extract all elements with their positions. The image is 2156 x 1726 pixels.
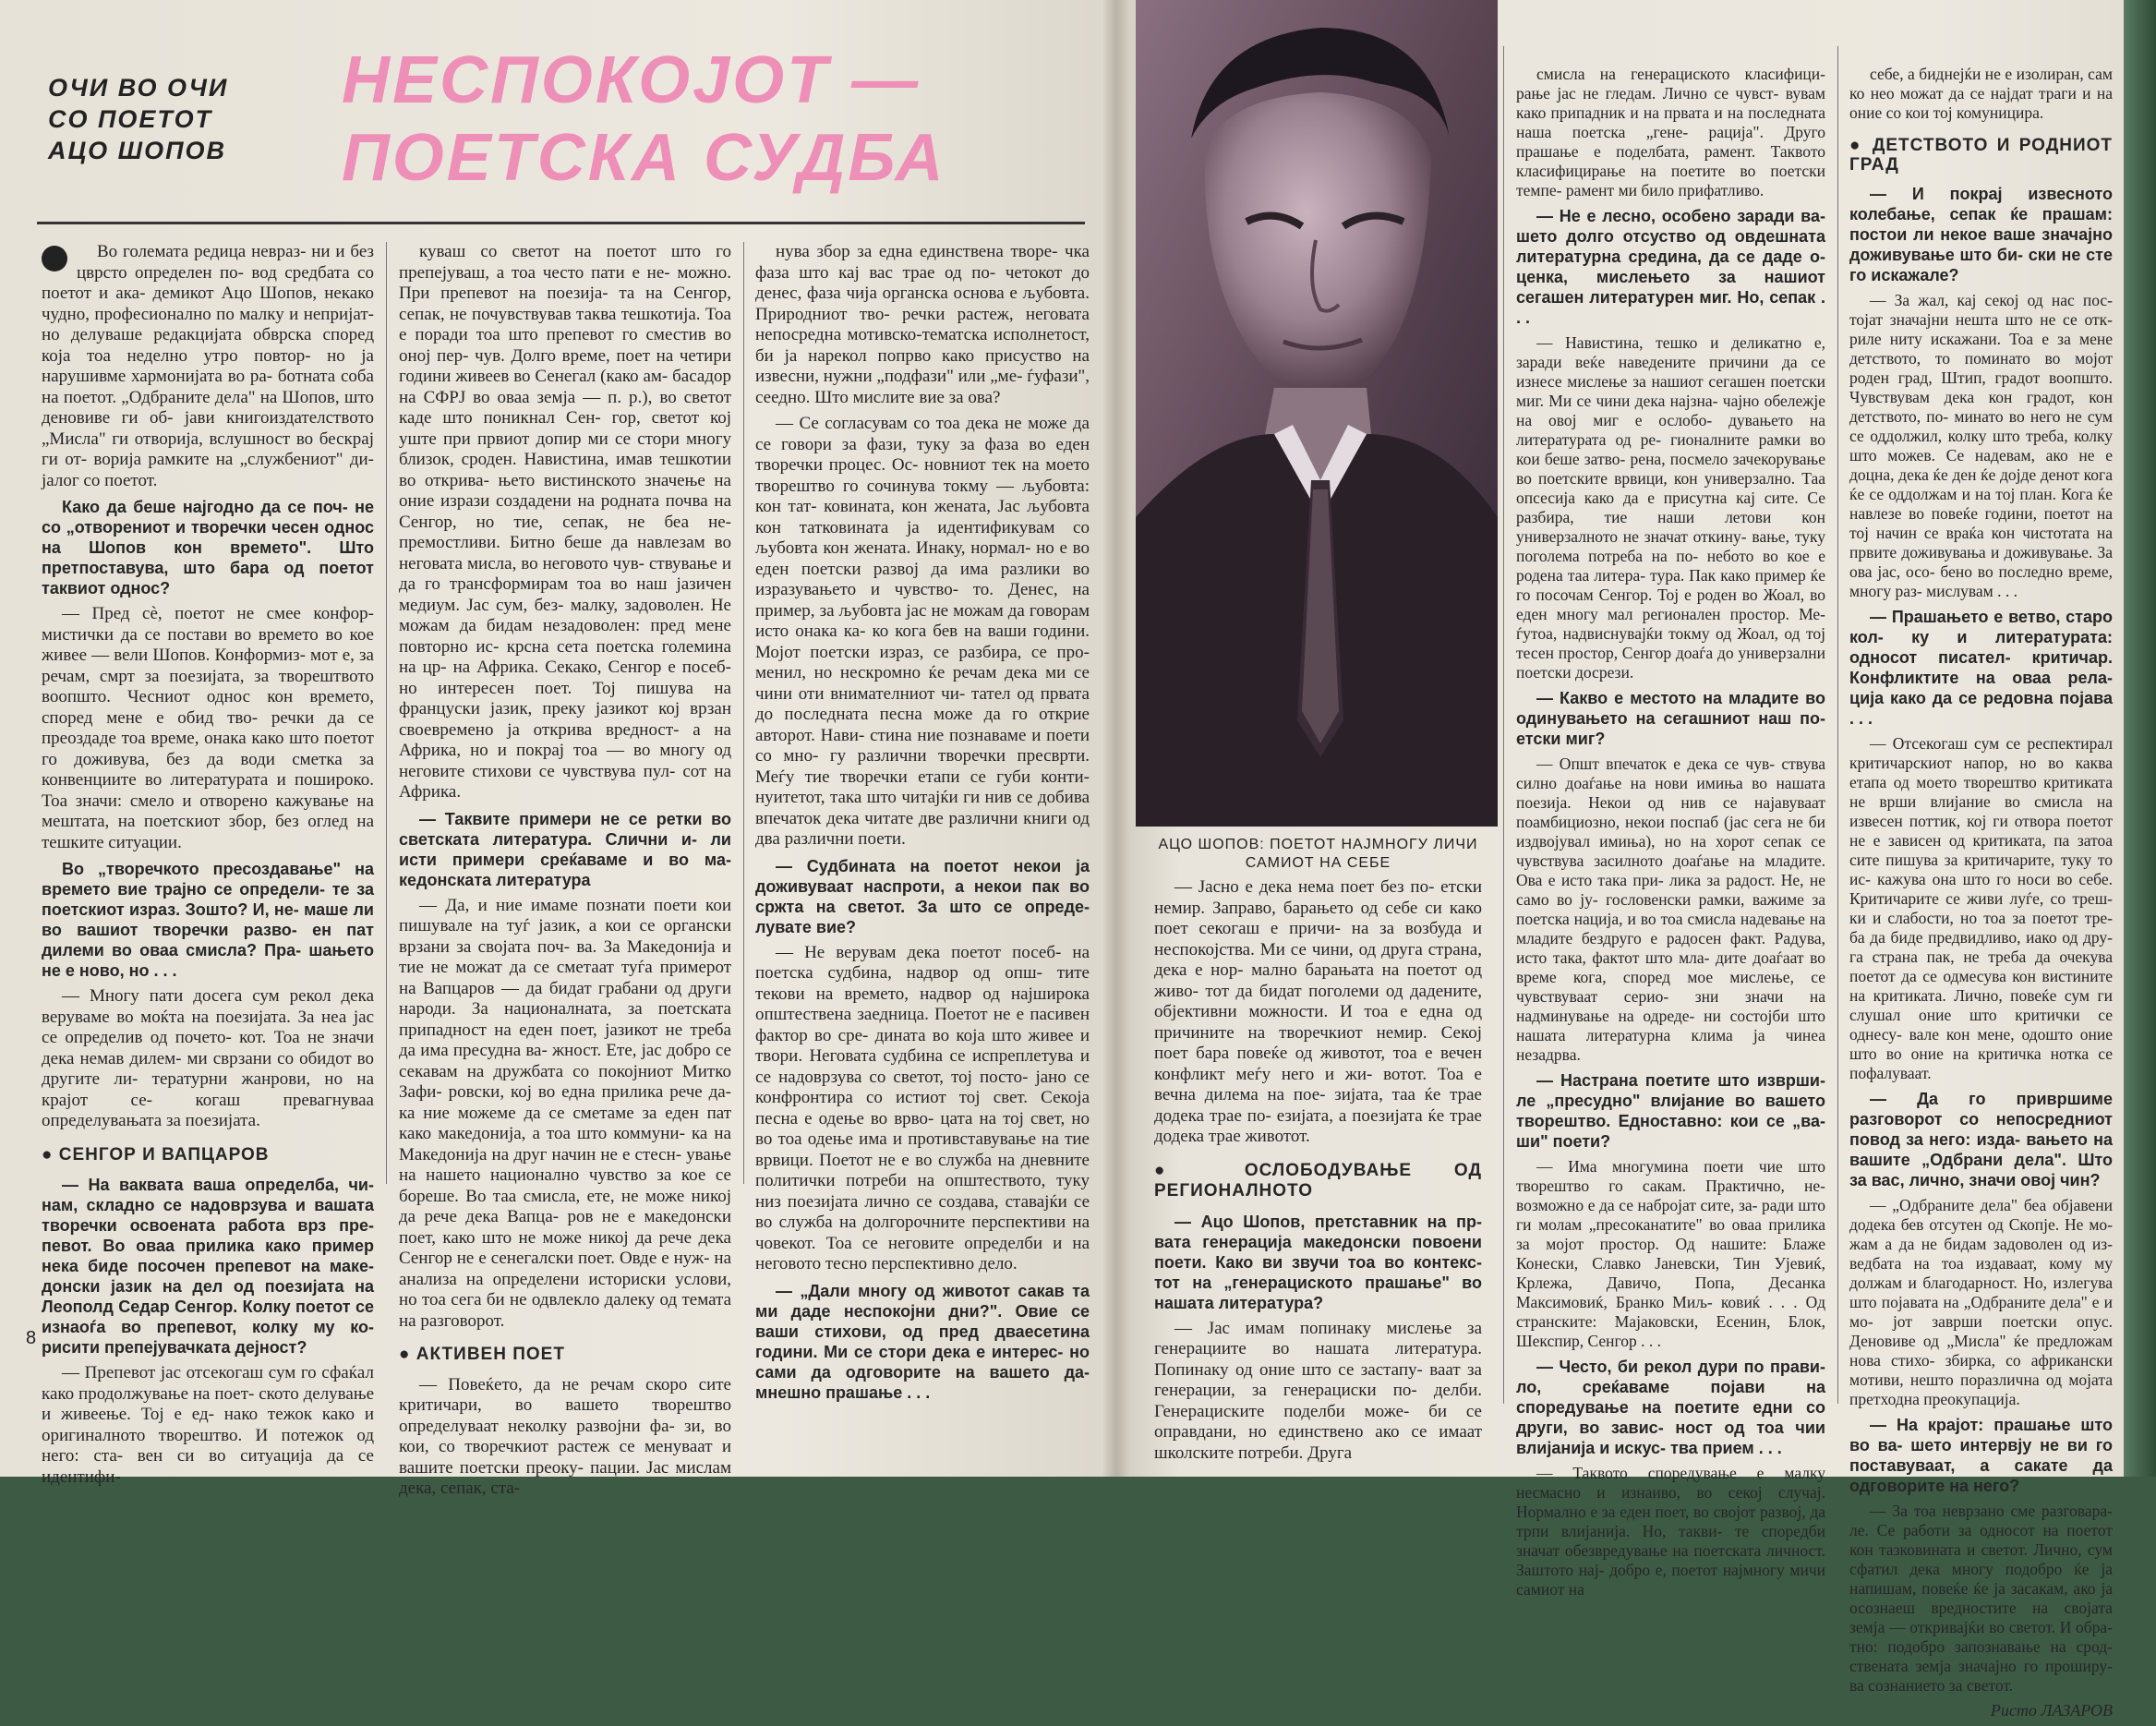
body-paragraph: Во големата редица невраз- ни и без цврсто определен по- вод средбата со поетот и ака- демикот Ацо Шопов, некако чудно, професионално по малку и непријат- но делуваше редакцијата обврска според која тоа неделно утро повтор- но ја нарушивме хармонијата во ра- ботната соба на поетот. „Одбраните дела" на Шопов, што деновиве ги об- јави книгоиздателството „Мисла" ги отворија, вслушност во бескрај ги от- ворија рамките на „службениот" ди- јалог со поетот. — [42, 242, 374, 490]
interview-question: — И покрај извесното колебање, сепак ќе прашам: постои ли некое ваше значајно доживување што би- ски не сте го искажале? — [1849, 185, 2113, 284]
interview-question: Во „творечкото пресоздавање" на времето вие трајно се определи- те за поетскиот израз. Зошто? И, не- маше ли во вашиот творечки разво- ен пат дилеми во оваа смисла? Пра- шањето не е ново, но . . . — [42, 860, 374, 980]
interview-question: — На ваквата ваша определба, чи- нам, складно се надоврзува и вашата творечки освоената работа врз пре- певот. Во оваа прилика како пример нека биде посочен препевот на маке- донски јазик на дел од поезијата на Леополд Седар Сенгор. Колку поетот се изнаоѓа во препевот, колку му ко- рисити препејувачката дејност? — [42, 1176, 374, 1357]
author-signature: Ристо ЛАЗАРОВ — [1990, 1701, 2113, 1720]
interview-question: — „Дали многу од животот сакав та ми даде неспокојни дни?". Овие се ваши стихови, од пред дваесетина години. Ми се стори дека е интерес- но сами да одговорите на вашето да- мнешно прашање . . . — [755, 1281, 1090, 1402]
body-paragraph: — Таквото споредување е малку несмасно и изнаиво, во секој случај. Нормално е за еден поет, во својот развој, да трпи влијанија. Но, такви- те споредби значат обезвредување на поетската личност. Заштото нај- добро е, поетот најмногу мичи самиот на — [1516, 1464, 1825, 1599]
portrait-image — [1136, 0, 1498, 827]
interview-question: — Судбината на поетот некои ја доживуваат наспроти, а некои пак во сржта на светот. За што се опреде- лувате вие? — [755, 856, 1090, 936]
headline-line-2: ПОЕТСКА СУДБА — [342, 121, 946, 195]
body-paragraph: — Навистина, тешко и деликатно е, заради веќе наведените причини да се изнесе мислење за нашиот сегашен поетски миг. Ми се чини дека најзна- чајно обележје на овој миг е ослобо- дувањето на литературата од ре- гионалните рамки во кои беше затво- рена, посмело зачекорување во поетските врвици, кон универзално. Таа опсесија како да е присутна кај сите. Се разбира, тие наши летови кон универзалното не значат откину- вање, туку поголема потреба на по- небото во кое е родена таа литера- тура. Пак како пример ќе го посочам Сенгор. Тој е роден во Жоал, во еден многу мал регионален простор. Ме- ѓутоа, надвиснувајќи токму од Жоал, од тој тесен простор, Сенгор доаѓа до универзални поетски досрези. — [1516, 333, 1825, 682]
body-paragraph: — За тоа неврзано сме разговара- ле. Се работи за односот на поетот кон тазковината и светот. Лично, сум сфатил дека многу подобро ќе ја напишам, повеќе ќе ја засакам, ако ја осознаеш вредностите на својата земја — откривајќи во светот. И обра- тно: подобро запознавање на срод- ствената земја значајно го проширу- ва сознанието за светот. — [1849, 1502, 2113, 1695]
section-heading: ● АКТИВЕН ПОЕТ — [399, 1345, 731, 1366]
column-divider — [743, 242, 744, 1184]
column-divider — [386, 242, 387, 1184]
page-number: 8 — [26, 1328, 37, 1348]
text-column-5 — [1516, 65, 1825, 1605]
text-column-1 — [42, 242, 374, 1493]
body-paragraph: — Има многумина поети чие што творештво го сакам. Практично, не- возможно е да се набројат сите, за- ради што ги молам „пресоканатите" во оваа прилика за мојот простор. Од нашите: Блаже Конески, Славко Јаневски, Тин Ујевиќ, Крлежа, Давичо, Попа, Десанка Максимовиќ, Бранко Миљ- ковиќ . . . Од странските: Мајаковски, Есенин, Блок, Шекспир, Сенгор . . . — [1516, 1157, 1825, 1350]
body-paragraph: — Јас имам попинаку мислење за генерациите во нашата литература. Попинаку од оние што се застапу- ваат за генерации, за генерациски по- делби. Генерациските поделби може- би се оправдани, но единствено ако се имаат школските потреби. Друга — [1154, 1318, 1482, 1463]
interview-question: — Ацо Шопов, претставник на пр- вата генерација македонски повоени поети. Како ви звучи тоа во контекс- тот на „генерациското прашање" во нашата литература? — [1154, 1212, 1482, 1312]
interview-kicker — [48, 72, 260, 166]
body-paragraph: — Препевот јас отсекогаш сум го сфаќал како продолжување на поет- ското делување и живеење. Тој е ед- нако тежок како и оригиналното творештво. И потежок од него: ста- вен си во ситуација да се идентифи- — [42, 1363, 374, 1487]
body-paragraph: — Не верувам дека поетот посеб- на поетска судбина, надвор од опш- тите текови на времето, надвор од најширока општествена заедница. Поетот не е пасивен фактор во сре- дината во која што живее и твори. Неговата судбина се испреплетува и се надоврзува со светот, тој посто- јано се конфронтира со истиот тој свет. Секоја песна е одење во врво- цата на тој свет, но во тоа одење има и противставување на тие врвици. Поетот не е во служба на дневните политички потреби на општеството, туку низ поезијата лично се создава, ставајќи се во служба на долгорочните перспективи на човекот. Тоа се неговите определби и на неговото тесно перспективно дело. — [755, 942, 1090, 1273]
body-paragraph: — „Одбраните дела" беа објавени додека бев отсутен од Скопје. Не мо- жам а да не бидам задоволен од из- ведбата на тоа издаваат, кому му должам и благодарност. Но, излегува што појавата на „Одбраните дела" е и мо- јот заврши поетски опус. Деновиве од „Мисла" ќе предложам нова стихо- збирка, со африкански мотиви, нешто поразлична од мојата претходна преокупација. — [1849, 1196, 2113, 1408]
body-paragraph: — Јасно е дека нема поет без по- етски немир. Заправо, барањето од себе си како поет секогаш е причи- на за возбуда и неспокојства. Ми се чини, од друга страна, дека е нор- мално барањата на поетот од живо- тот да бидат поголеми од дадените, објективни можности. И тоа е една од причините на творечкиот немир. Секој поет бара повеќе од животот, тоа е вечен конфликт меѓу него и жи- вотот. Тоа е вечна дилема на пое- зијата, таа ќе трае додека трае по- езијата, а поезијата ќе трае додека трае животот. — [1154, 877, 1482, 1146]
interview-question: — Прашањето е ветво, старо кол- ку и литературата: односот писател- критичар. Конфликтите на оваа рела- ција како да се редовна појава . . . — [1849, 608, 2113, 728]
body-paragraph: — Отсекогаш сум се респектирал критичарскиот напор, но во каква етапа од моето творештво критиката не врши влијание во смисла на извесен поттик, кој ги отвора поетот не е зависен од критиката, па затоа сите пишува за критичарите, туку то ис- кажува она што го носи во себе. Критичарите се живи луѓе, со треш- ки и слабости, но тоа за поетот тре- ба да биде предвидливо, иако од дру- га страна пак, не треба да очекува поетот да се одмесува кон вистините на критиката. Лично, повеќе сум ги слушал оние што критички се однесу- вале кон мене, одошто оние што во оние на критичка нотка се пофалуваат. — [1849, 734, 2113, 1082]
photo-caption: АЦО ШОПОВ: ПОЕТОТ НАЈМНОГУ ЛИЧИ САМИОТ НА СЕБЕ — [1158, 837, 1478, 871]
column-divider — [1503, 46, 1504, 1404]
interview-question: — Какво е местото на младите во одинувањето на сегашниот наш по- етски миг? — [1516, 689, 1825, 748]
body-paragraph: — Пред сè, поетот не смее конфор- мистички да се постави во времето во кое живее — вели Шопов. Конформиз- мот е, за речам, смрт за поезијата, за творештвото воопшто. Чесниот однос кон времето, според мене е обид тво- речки да се преоздаде тоа време, онака како што поетот го доживува, без да води сметка за конвенциите во литературата и пошироко. Тоа значи: смело и отворено кажување на мештата, на поетскиот збор, без оглед на тешките ситуации. — [42, 604, 374, 852]
section-heading: ● ОСЛОБОДУВАЊЕ ОД РЕГИОНАЛНОТО — [1154, 1161, 1482, 1202]
magazine-cover-edge — [2124, 0, 2156, 1477]
bullet-dot-icon — [42, 246, 67, 272]
column-divider — [1837, 46, 1838, 1404]
section-heading: ● СЕНГОР И ВАПЦАРОВ — [42, 1145, 374, 1166]
interview-question: — На крајот: прашање што во ва- шето интервју не ви го поставуваат, а сакате да одговорите на него? — [1849, 1416, 2113, 1495]
text-column-4 — [1154, 877, 1482, 1469]
body-paragraph: смисла на генерациското класифици- рање јас не гледам. Лично се чувст- вувам како припадник и на првата и на последната наша поетска „гене- рација". Друго прашање е поделбата, рамент. Таквото класифицирање на поетите во поетски темпе- рамент ми било прифатливо. — [1516, 65, 1825, 199]
magazine-spine — [1103, 0, 1129, 1477]
interview-question: — Не е лесно, особено заради ва- шето долго отсуство од овдешната литературна средина, да се даде о- ценка, мислењето за нашиот сегашен литературен миг. Но, сепак . . . — [1516, 207, 1825, 327]
body-paragraph: себе, а биднејќи не е изолиран, сам ко нео можат да се најдат траги и на оние со кои тој комуницира. — [1849, 65, 2113, 122]
interview-question: — Таквите примери не се ретки во светската литература. Слични и- ли исти примери среќаваме и во ма- кедонската литература — [399, 809, 731, 889]
interview-question: — Да го привршиме разговорот со непосредниот повод за него: изда- вањето на вашите „Одбрани дела". Што за вас, лично, значи овој чин? — [1849, 1090, 2113, 1189]
kicker-line: СО ПОЕТОТ — [48, 105, 213, 133]
headline-line-1: НЕСПОКОЈОТ — — [342, 43, 921, 117]
interview-question: Како да беше најгодно да се поч- не со „отворениот и творечки чесен однос на Шопов кон времето". Што претпоставува, што бара од поетот таквиот однос? — [42, 498, 374, 597]
body-paragraph: нува збор за една единствена творе- чка фаза што кај вас трае од по- четокот до денес, фаза чија органска основа е љубовта. Природниот тво- речки растеж, неговата непосредна мотивско-тематска исполнетост, би ја нарекол попрво како присуство на извесни, нужни „подфази" или „ме- ѓуфази", сеедно. Што мислите вие за ова? — [755, 242, 1090, 407]
interview-question: — Често, би рекол дури по прави- ло, среќаваме појави на споредување на поетите едни со други, во завис- ност од тоа чии влијанија и искус- тва прием . . . — [1516, 1358, 1825, 1457]
body-paragraph: — Многу пати досега сум рекол дека веруваме во моќта на поезијата. За неа јас се определив од почето- кот. Тоа не значи дека немав дилем- ми сврзани со обидот во другите ли- тературни жанрови, но на крајот се- когаш превагнуваа определувањата за поезијата. — [42, 986, 374, 1130]
body-paragraph: — Повеќето, да не речам скоро сите критичари, во вашето творештво определуваат неколку развојни фа- зи, во кои, со творечкиот растеж се менуваат и вашите поетски преоку- пации. Јас мислам дека, сепак, ста- — [399, 1374, 731, 1498]
body-paragraph: — За жал, кај секој од нас пос- тојат значајни нешта што не се отк- риле ниту искажани. Тоа е за мене детството, то поминато во мојот роден град, Штип, градот воопшто. Чувствувам дека кон градот, кон детството, по- минато во него не сум се оддолжил, колку што треба, колку што можев. Се надевам, ако не е доцна, дека ќе ден ќе дојде денот кога ќе се оддолжам и на тој план. Кога ќе навлезе во повеќе години, поетот на тој начин се враќа кон чистотата на првите доживувања и доживување. За ова јас, осо- бено во последно време, многу раз- мислувам . . . — [1849, 291, 2113, 600]
header-rule — [37, 222, 1085, 224]
kicker-line: ОЧИ ВО ОЧИ — [48, 74, 229, 102]
text-column-2 — [399, 242, 731, 1505]
body-paragraph: — Да, и ние имаме познати поети кои пишувале на туѓ јазик, а кои се органски врзани за својата поч- ва. За Македонија и тие не можат да се сметаат туѓа примерот на Вапцаров — да бидат грабани од други народи. За националната, за поетската припадност на еден поет, јазикот не треба да има пресудна ва- жност. Ете, јас добро се секавам на дружбата со покојниот Митко Зафи- ровски, кој во една прилика рече да- ка ние можеме да се сметаме за еден пат како македонија, а тоа што коммуни- ка на Македонија на друг начин не е стесн- ување на нашето национално чувство за кое се бореше. Во таа смисла, ете, не може никој да рече дека Вапца- ров не е македонски поет, како што не може никој да рече дека Сенгор не е сенегалски поет. Овде е нуж- на анализа на определени историски услови, но тоа сега би не одвлекло далеку од темата на разговорот. — [399, 895, 731, 1331]
body-paragraph: — Општ впечаток е дека се чув- ствува силно доаѓање на нови имиња во нашата поезија. Некои од нив се најавуваат поамбициозно, некои поспаб (јас сега не би издвојувал имиња), но на хорот сепак се чувствува засилното доаѓање на младите. Ова е исто така при- лика за радост. Не, не само во ју- гословенски рамки, важиме за поетска нација, и во тоа смисла надевање на младите бездруго е радосен факт. Радува, исто така, фактот што мла- дите доаѓаат во време кога, според мое мислење, се чувствуваат серио- зни значи на надминување на одреде- ни состојби што нашата литературна клима ја чинеа незадрва. — [1516, 754, 1825, 1064]
interview-question: — Настрана поетите што изврши- ле „пресудно" влијание во вашето творештво. Едноставно: кои се „ва- ши" поети? — [1516, 1071, 1825, 1151]
portrait-photo — [1136, 0, 1498, 827]
kicker-line: АЦО ШОПОВ — [48, 137, 227, 164]
article-headline — [342, 42, 946, 197]
text-column-3 — [755, 242, 1090, 1408]
section-heading: ● ДЕТСТВОТО И РОДНИОТ ГРАД — [1849, 136, 2113, 175]
body-paragraph: — Се согласувам со тоа дека не може да се говори за фази, туку за фаза во еден творечки процес. Ос- новниот тек на моето творештво го сочинува токму — љубовта: кон тат- ковината, кон жената, Јас љубовта кон татковината ја идентификувам со љубовта кон жената. Инаку, нормал- но е во еден поетски развој да има разлики во изразувањето и чувство- то. Денес, на пример, за љубовта јас не можам да говорам исто онака ка- ко кога бев на ваши години. Мојот поетски израз, се разбира, се про- менил, но нескромно ќе речам дека ми се чини оти внимателниот чи- тател од првата до последната песна може да го открие авторот. Нави- стина ние познаваме и поети со мно- гу различни творечки пресврти. Меѓу тие творечки етапи се губи конти- нуитетот, така што читајќи ги нив се добива впечаток дека читате две различни книги од два различни поети. — [755, 414, 1090, 849]
body-paragraph: куваш со светот на поетот што го препејуваш, а тоа често пати е не- можно. При препевот на поезија- та на Сенгор, сепак, не почувствував таква тешкотија. Тоа е поради тоа што препевот го сместив во оној пер- чув. Долго време, поет на четири години живеев во Сенегал (како ам- басадор на СФРЈ во оваа земја — п. р.), во светот каде што поникнал Сен- гор, светот кој уште при првиот допир ми се стори многу близок, сроден. Навистина, имав тешкотии во открива- њето вистинското значење на оние изрази создадени на родната почва на Сенгор, но тие, сепак, не беа не- премостливи. Битно беше да навлезам во неговата мисла, во неговото чув- ствување и да го трансформирам тоа во наш јазичен медиум. Јас сум, без- малку, задоволен. Не можам да бидам незадоволен: пред мене повторно ис- крсна сета поетска големина на цр- на Африка. Секако, Сенгор е посеб- но интересен поет. Тој пишува на француски јазик, преку јазикот кој врзан своевремено ја открива вредност- а на Африка, но и покрај тоа — во многу од неговите стихови се чувствува пул- сот на Африка. — [399, 242, 731, 802]
text-column-6 — [1849, 65, 2113, 1726]
